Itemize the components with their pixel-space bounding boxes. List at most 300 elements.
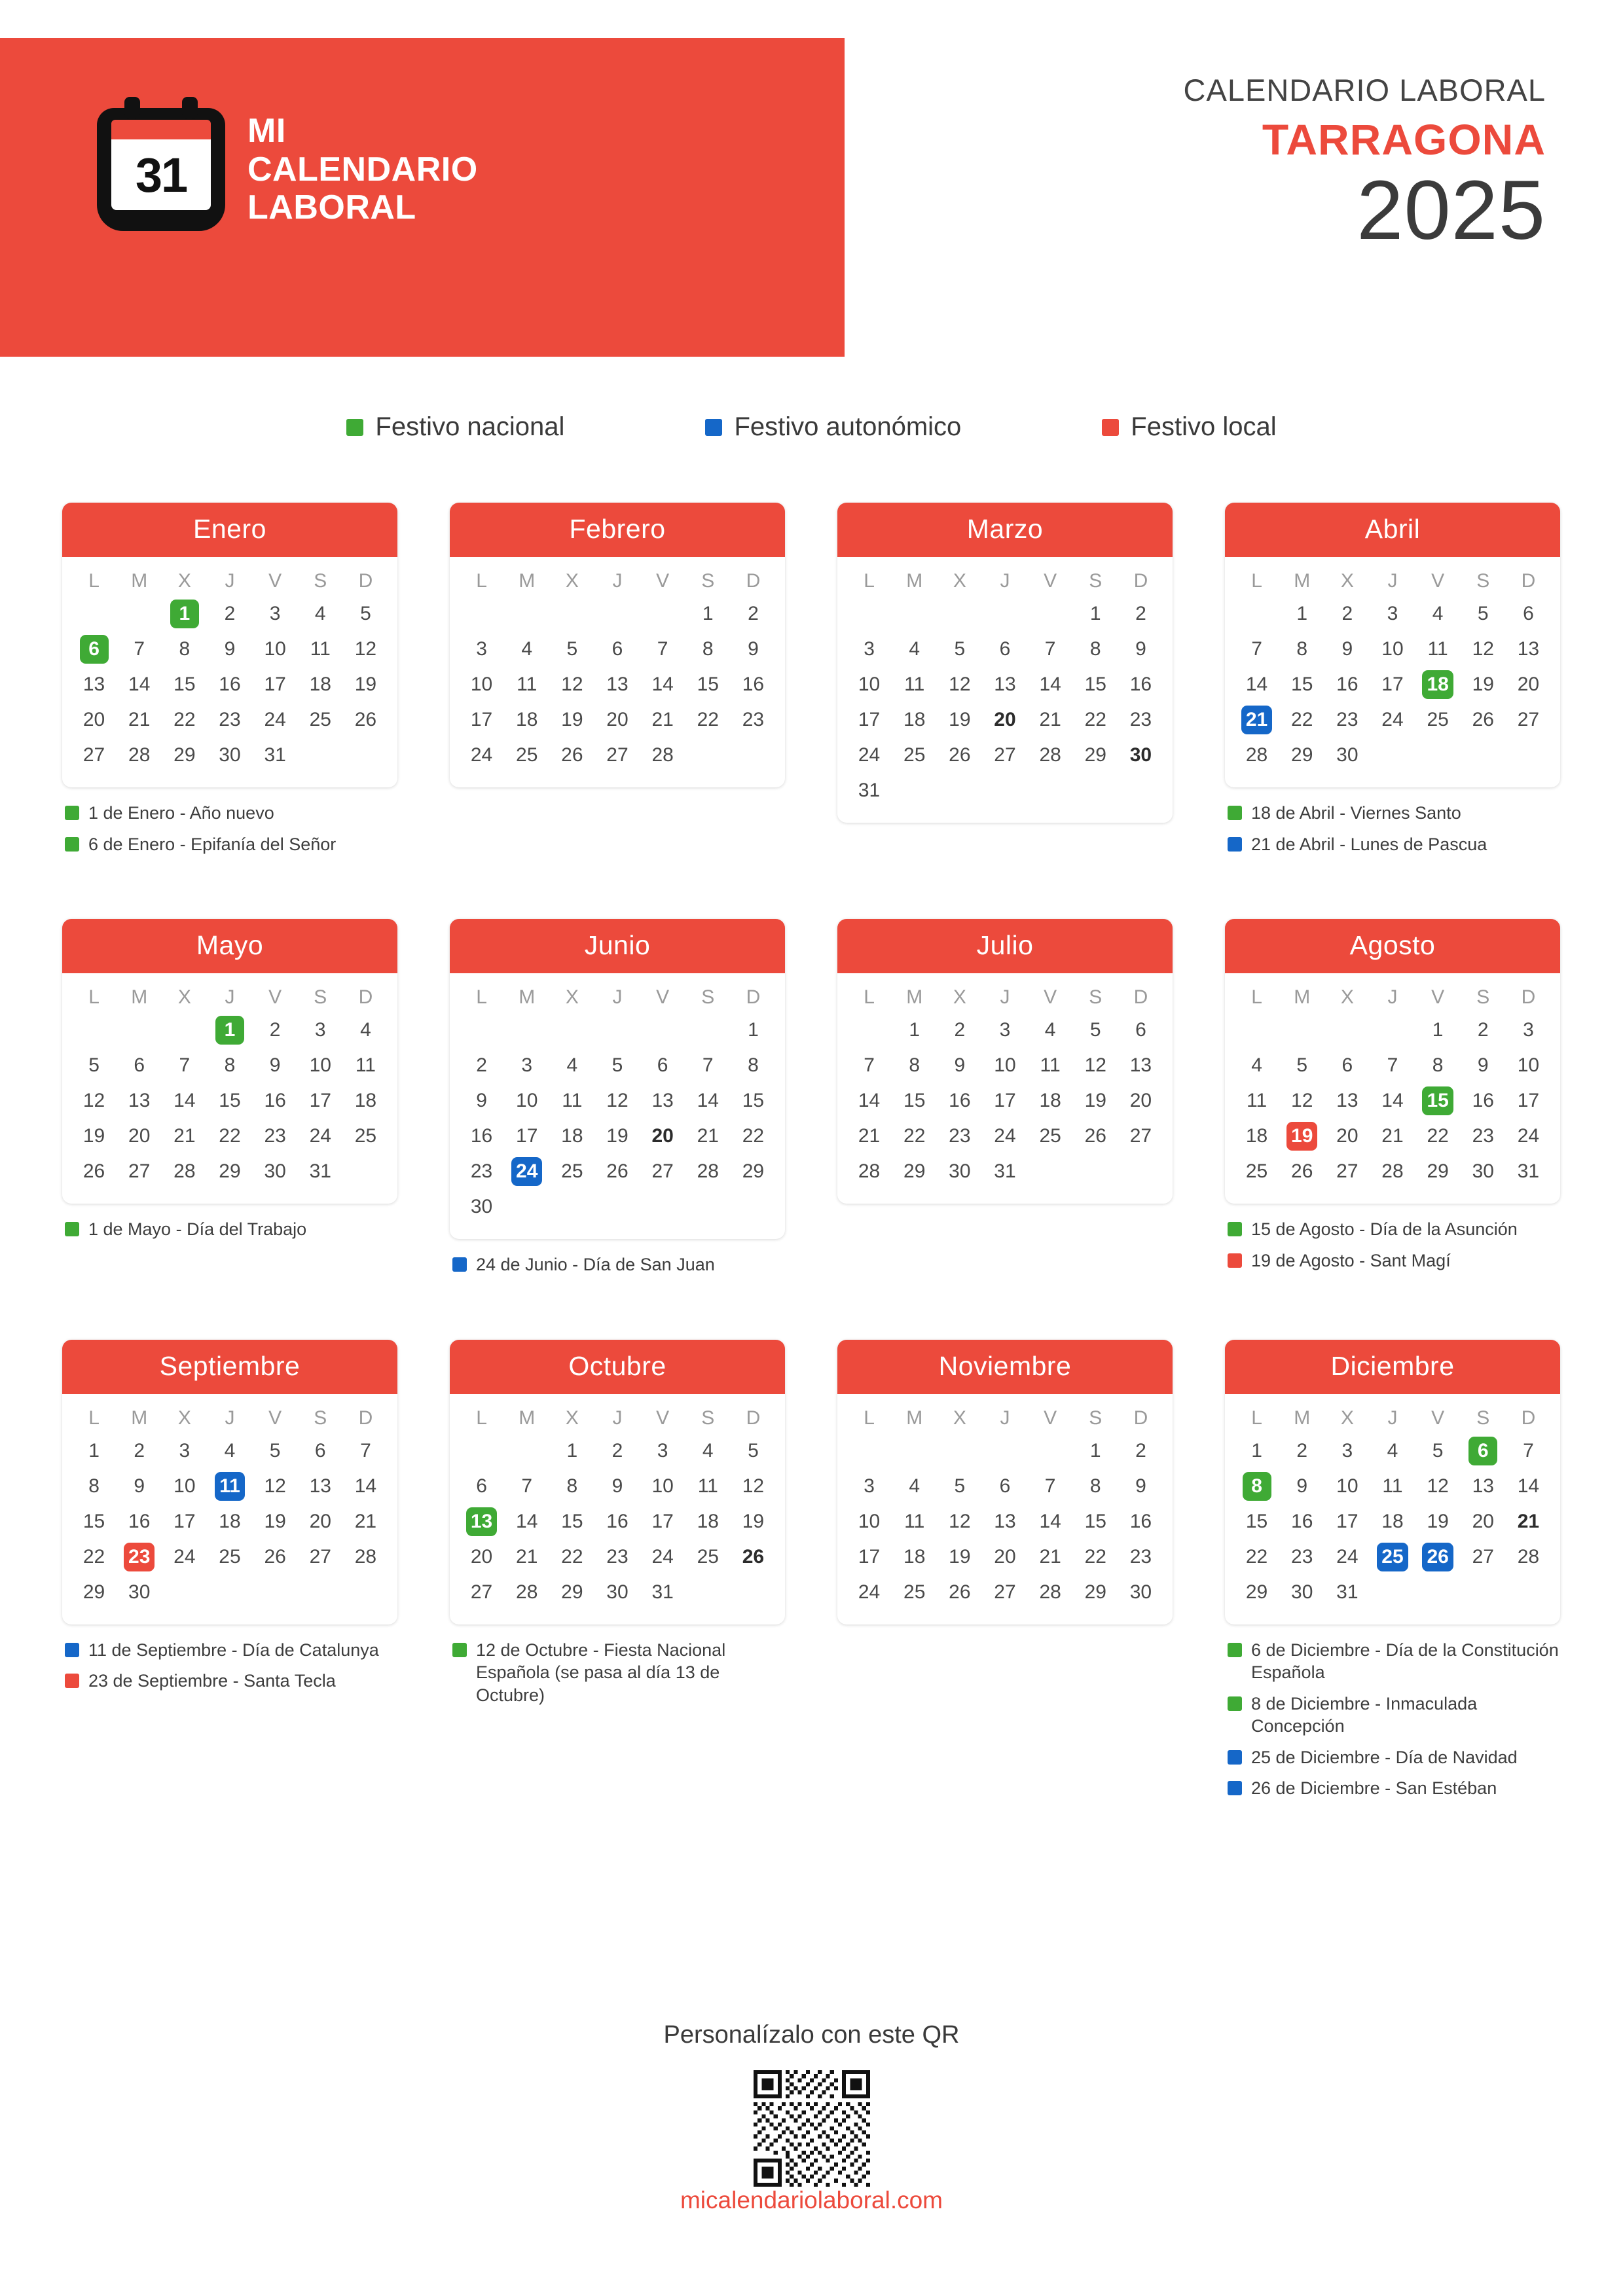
day-empty	[937, 1433, 982, 1469]
day-15: 15	[1291, 673, 1313, 695]
month-card-padding	[62, 773, 397, 787]
note-text: 1 de Enero - Año nuevo	[88, 803, 274, 823]
week-row	[62, 1048, 397, 1083]
month-title: Mayo	[62, 919, 397, 973]
month-title: Abril	[1225, 503, 1560, 557]
day-28: 28	[697, 1160, 719, 1183]
month-agosto	[1225, 919, 1560, 1285]
day-15: 15	[82, 1510, 105, 1532]
day-24: 24	[1381, 709, 1404, 730]
weekday-label: S	[314, 986, 327, 1009]
day-empty	[640, 596, 685, 632]
day-6: 6	[1341, 1054, 1353, 1077]
day-20: 20	[128, 1125, 151, 1147]
day-22: 22	[1427, 1125, 1449, 1147]
weekday-label: D	[1133, 1407, 1148, 1429]
day-7: 7	[521, 1475, 533, 1497]
day-13: 13	[1129, 1054, 1152, 1077]
day-29: 29	[1084, 744, 1106, 766]
month-title: Diciembre	[1225, 1340, 1560, 1394]
day-19: 19	[1427, 1510, 1449, 1532]
note-text: 19 de Agosto - Sant Magí	[1251, 1250, 1451, 1270]
note-text: 18 de Abril - Viernes Santo	[1251, 803, 1461, 823]
week-row	[450, 1083, 785, 1119]
week-row	[450, 1189, 785, 1225]
day-6: 6	[657, 1054, 668, 1077]
day-empty	[504, 1433, 549, 1469]
day-16: 16	[1129, 673, 1152, 695]
weekday-header-row	[62, 1403, 397, 1433]
month-card-padding	[62, 1189, 397, 1204]
day-21: 21	[128, 709, 151, 730]
page-header	[0, 0, 1623, 357]
calendar-icon-ring-right	[182, 97, 198, 119]
day-empty	[640, 1189, 685, 1225]
weekday-label: L	[1251, 986, 1262, 1009]
holiday-badge: 11	[215, 1472, 245, 1501]
day-10: 10	[858, 1510, 881, 1532]
week-row	[450, 1539, 785, 1575]
month-enero	[62, 503, 397, 864]
weekday-header-row	[1225, 982, 1560, 1013]
day-empty	[685, 738, 731, 773]
day-16: 16	[264, 1090, 286, 1112]
month-card	[62, 503, 397, 787]
note-swatch-icon	[1228, 837, 1242, 852]
weekday-header-row	[450, 1403, 785, 1433]
day-31: 31	[1336, 1581, 1359, 1603]
month-notes	[450, 1639, 785, 1707]
day-7: 7	[1387, 1054, 1398, 1077]
week-row	[1225, 738, 1560, 773]
day-15: 15	[1084, 1510, 1106, 1532]
day-empty	[1028, 1154, 1073, 1189]
month-febrero	[450, 503, 785, 864]
week-row	[450, 1433, 785, 1469]
day-22: 22	[173, 709, 196, 730]
weekday-label: J	[612, 986, 623, 1009]
day-23: 23	[1129, 709, 1152, 730]
day-19: 19	[1472, 673, 1494, 695]
day-empty	[1234, 1013, 1279, 1048]
qr-code	[754, 2070, 870, 2187]
day-27: 27	[309, 1545, 331, 1568]
week-row	[837, 773, 1173, 808]
weekday-label: X	[953, 1407, 966, 1429]
weekday-label: X	[565, 570, 579, 592]
week-row	[1225, 702, 1560, 738]
day-23: 23	[1129, 1545, 1152, 1568]
day-22: 22	[561, 1545, 583, 1568]
note-text: 15 de Agosto - Día de la Asunción	[1251, 1219, 1518, 1240]
day-12: 12	[742, 1475, 765, 1497]
day-14: 14	[858, 1090, 881, 1112]
day-26: 26	[1084, 1125, 1106, 1147]
day-13: 13	[606, 673, 629, 695]
weekday-label: D	[358, 570, 373, 592]
day-21: 21	[1039, 709, 1061, 730]
day-28: 28	[1039, 1581, 1061, 1603]
day-empty	[1461, 738, 1506, 773]
week-row	[62, 1539, 397, 1575]
weekday-label: X	[953, 570, 966, 592]
day-30: 30	[264, 1160, 286, 1183]
month-notes	[62, 1639, 397, 1693]
day-1: 1	[1089, 1439, 1101, 1462]
weekday-label: X	[953, 986, 966, 1009]
document-year: 2025	[1357, 164, 1546, 257]
day-1: 1	[1432, 1019, 1444, 1041]
day-28: 28	[1245, 744, 1268, 766]
day-21: 21	[1517, 1510, 1540, 1532]
day-26: 26	[82, 1160, 105, 1183]
day-11: 11	[904, 1510, 925, 1532]
day-empty	[504, 596, 549, 632]
qr-code-image	[754, 2070, 870, 2187]
day-4: 4	[360, 1019, 371, 1041]
day-18: 18	[354, 1090, 377, 1112]
day-19: 19	[561, 709, 583, 730]
day-11: 11	[904, 673, 925, 695]
website-link[interactable]: micalendariolaboral.com	[680, 2187, 943, 2214]
day-13: 13	[1472, 1475, 1494, 1497]
day-13: 13	[1336, 1090, 1359, 1112]
day-23: 23	[949, 1125, 971, 1147]
day-4: 4	[1044, 1019, 1056, 1041]
day-30: 30	[1129, 744, 1152, 766]
week-row	[1225, 1469, 1560, 1504]
weekday-label: V	[1431, 570, 1445, 592]
day-20: 20	[606, 709, 629, 730]
week-row	[62, 1575, 397, 1610]
day-7: 7	[702, 1054, 714, 1077]
day-8: 8	[1296, 638, 1308, 660]
day-11: 11	[355, 1054, 376, 1077]
month-title: Febrero	[450, 503, 785, 557]
day-empty	[1028, 773, 1073, 808]
day-4: 4	[224, 1439, 236, 1462]
day-28: 28	[1381, 1160, 1404, 1183]
day-13: 13	[128, 1090, 151, 1112]
day-6: 6	[999, 1475, 1011, 1497]
day-empty	[1415, 1575, 1461, 1610]
note-text: 6 de Enero - Epifanía del Señor	[88, 834, 337, 854]
day-8: 8	[1089, 638, 1101, 660]
weekday-label: V	[1431, 1407, 1445, 1429]
month-card	[1225, 503, 1560, 787]
day-empty	[549, 1013, 594, 1048]
day-3: 3	[179, 1439, 191, 1462]
day-21: 21	[1039, 1545, 1061, 1568]
day-empty	[937, 773, 982, 808]
month-abril	[1225, 503, 1560, 864]
month-card-padding	[1225, 1189, 1560, 1204]
month-mayo	[62, 919, 397, 1285]
day-20: 20	[82, 709, 105, 730]
day-6: 6	[1523, 603, 1534, 624]
day-22: 22	[1084, 709, 1106, 730]
day-7: 7	[134, 638, 145, 660]
day-10: 10	[1517, 1054, 1540, 1077]
day-5: 5	[954, 638, 966, 660]
weekday-label: S	[1089, 986, 1103, 1009]
day-20: 20	[1129, 1090, 1152, 1112]
month-card	[450, 503, 785, 787]
month-title: Marzo	[837, 503, 1173, 557]
day-empty	[1073, 1154, 1118, 1189]
weekday-label: M	[131, 1407, 148, 1429]
week-row	[450, 667, 785, 702]
day-9: 9	[954, 1054, 966, 1077]
day-27: 27	[82, 744, 105, 766]
week-row	[62, 1119, 397, 1154]
weekday-label: V	[656, 986, 670, 1009]
day-31: 31	[1517, 1160, 1540, 1183]
day-10: 10	[264, 638, 286, 660]
day-21: 21	[354, 1510, 377, 1532]
day-10: 10	[1336, 1475, 1359, 1497]
weekday-label: D	[746, 570, 761, 592]
holiday-badge: 19	[1286, 1122, 1317, 1151]
day-6: 6	[611, 638, 623, 660]
month-card-padding	[837, 1610, 1173, 1624]
weekday-header-row	[837, 1403, 1173, 1433]
weekday-label: X	[1340, 570, 1354, 592]
week-row	[450, 1048, 785, 1083]
holiday-day-13	[459, 1504, 504, 1539]
month-card-padding	[837, 1189, 1173, 1204]
holiday-note	[1228, 1249, 1560, 1272]
day-9: 9	[1477, 1054, 1489, 1077]
note-text: 6 de Diciembre - Día de la Constitución Española	[1251, 1640, 1559, 1683]
day-empty	[1506, 1575, 1551, 1610]
day-10: 10	[470, 673, 493, 695]
holiday-day-24	[504, 1154, 549, 1189]
month-card-padding	[450, 1610, 785, 1624]
day-5: 5	[1296, 1054, 1308, 1077]
day-empty	[117, 596, 162, 632]
month-septiembre	[62, 1340, 397, 1808]
holiday-note	[452, 1639, 785, 1707]
day-30: 30	[1129, 1581, 1152, 1603]
weekday-label: S	[314, 1407, 327, 1429]
day-empty	[1506, 738, 1551, 773]
holiday-day-6	[71, 632, 117, 667]
week-row	[837, 738, 1173, 773]
holiday-badge: 6	[80, 635, 109, 664]
weekday-label: J	[1387, 570, 1398, 592]
note-swatch-icon	[65, 1222, 79, 1236]
day-28: 28	[516, 1581, 538, 1603]
day-15: 15	[1245, 1510, 1268, 1532]
day-19: 19	[354, 673, 377, 695]
day-10: 10	[1381, 638, 1404, 660]
day-19: 19	[606, 1125, 629, 1147]
day-empty	[731, 1189, 776, 1225]
weekday-label: X	[177, 986, 191, 1009]
day-26: 26	[1291, 1160, 1313, 1183]
note-swatch-icon	[452, 1643, 467, 1657]
day-empty	[459, 1013, 504, 1048]
day-25: 25	[219, 1545, 241, 1568]
day-8: 8	[179, 638, 191, 660]
day-24: 24	[858, 1581, 881, 1603]
weekday-label: V	[656, 1407, 670, 1429]
week-row	[62, 667, 397, 702]
day-31: 31	[651, 1581, 674, 1603]
note-swatch-icon	[1228, 1696, 1242, 1711]
week-row	[837, 1433, 1173, 1469]
day-31: 31	[264, 744, 286, 766]
weekday-label: S	[701, 570, 715, 592]
day-31: 31	[994, 1160, 1016, 1183]
weekday-label: S	[701, 1407, 715, 1429]
weekday-header-row	[1225, 566, 1560, 596]
day-empty	[892, 773, 937, 808]
day-2: 2	[954, 1019, 966, 1041]
day-23: 23	[1336, 709, 1359, 730]
day-31: 31	[858, 780, 881, 801]
day-29: 29	[1427, 1160, 1449, 1183]
day-empty	[343, 1154, 388, 1189]
month-title: Octubre	[450, 1340, 785, 1394]
day-9: 9	[269, 1054, 281, 1077]
holiday-day-26	[1415, 1539, 1461, 1575]
holiday-day-8	[1234, 1469, 1279, 1504]
day-29: 29	[219, 1160, 241, 1183]
holiday-note	[1228, 833, 1560, 856]
week-row	[1225, 632, 1560, 667]
note-text: 26 de Diciembre - San Estéban	[1251, 1778, 1497, 1799]
legend-label: Festivo local	[1131, 412, 1277, 441]
holiday-note	[1228, 1746, 1560, 1769]
brand-logo	[97, 108, 478, 231]
day-2: 2	[134, 1439, 145, 1462]
day-8: 8	[224, 1054, 236, 1077]
weekday-label: M	[519, 1407, 536, 1429]
month-card-padding	[62, 1610, 397, 1624]
day-4: 4	[521, 638, 533, 660]
day-17: 17	[858, 709, 881, 730]
day-5: 5	[360, 603, 371, 624]
holiday-note	[452, 1253, 785, 1276]
day-empty	[1461, 1575, 1506, 1610]
day-24: 24	[858, 744, 881, 766]
weekday-label: J	[1000, 1407, 1010, 1429]
day-1: 1	[1296, 603, 1308, 624]
day-24: 24	[1517, 1125, 1540, 1147]
day-17: 17	[1336, 1510, 1359, 1532]
day-empty	[1118, 773, 1163, 808]
day-19: 19	[82, 1125, 105, 1147]
day-9: 9	[748, 638, 759, 660]
day-14: 14	[1517, 1475, 1540, 1497]
week-row	[62, 702, 397, 738]
legend-label: Festivo autonómico	[734, 412, 962, 441]
day-5: 5	[566, 638, 578, 660]
day-23: 23	[264, 1125, 286, 1147]
day-23: 23	[1291, 1545, 1313, 1568]
weekday-label: D	[746, 986, 761, 1009]
day-1: 1	[1089, 603, 1101, 624]
weekday-label: D	[1521, 570, 1536, 592]
day-8: 8	[909, 1054, 921, 1077]
day-15: 15	[742, 1090, 765, 1112]
week-row	[1225, 596, 1560, 632]
day-25: 25	[1245, 1160, 1268, 1183]
weekday-label: L	[1251, 1407, 1262, 1429]
month-card	[62, 1340, 397, 1624]
day-5: 5	[954, 1475, 966, 1497]
weekday-label: M	[519, 570, 536, 592]
day-2: 2	[476, 1054, 487, 1077]
day-2: 2	[1296, 1439, 1308, 1462]
week-row	[1225, 1575, 1560, 1610]
day-16: 16	[606, 1510, 629, 1532]
day-25: 25	[561, 1160, 583, 1183]
weekday-label: L	[88, 1407, 100, 1429]
day-12: 12	[82, 1090, 105, 1112]
day-2: 2	[1135, 1439, 1146, 1462]
month-card-padding	[450, 773, 785, 787]
day-30: 30	[1472, 1160, 1494, 1183]
day-22: 22	[903, 1125, 926, 1147]
weekday-label: L	[476, 570, 487, 592]
day-20: 20	[651, 1125, 674, 1147]
calendar-icon-ring-left	[124, 97, 140, 119]
day-8: 8	[1432, 1054, 1444, 1077]
month-julio	[837, 919, 1173, 1285]
day-16: 16	[1472, 1090, 1494, 1112]
title-block	[1184, 72, 1546, 255]
weekday-label: S	[314, 570, 327, 592]
day-11: 11	[1040, 1054, 1061, 1077]
week-row	[450, 632, 785, 667]
month-card	[837, 1340, 1173, 1624]
day-1: 1	[88, 1439, 100, 1462]
weekday-label: L	[864, 570, 875, 592]
note-swatch-icon	[1228, 1750, 1242, 1765]
day-2: 2	[611, 1439, 623, 1462]
note-swatch-icon	[65, 1643, 79, 1657]
day-3: 3	[1523, 1019, 1534, 1041]
day-10: 10	[309, 1054, 331, 1077]
weekday-label: L	[864, 1407, 875, 1429]
day-18: 18	[309, 673, 331, 695]
day-16: 16	[1129, 1510, 1152, 1532]
holiday-badge: 26	[1422, 1543, 1453, 1571]
day-18: 18	[903, 709, 926, 730]
day-empty	[343, 1575, 388, 1610]
weekday-label: J	[1387, 1407, 1398, 1429]
day-29: 29	[1084, 1581, 1106, 1603]
weekday-label: X	[565, 986, 579, 1009]
day-9: 9	[224, 638, 236, 660]
day-2: 2	[224, 603, 236, 624]
brand-line-3: LABORAL	[247, 188, 416, 227]
day-5: 5	[1477, 603, 1489, 624]
day-empty	[1028, 1433, 1073, 1469]
day-7: 7	[360, 1439, 371, 1462]
day-26: 26	[561, 744, 583, 766]
note-swatch-icon	[1228, 1643, 1242, 1657]
day-12: 12	[606, 1090, 629, 1112]
day-8: 8	[566, 1475, 578, 1497]
day-empty	[685, 1013, 731, 1048]
week-row	[837, 667, 1173, 702]
week-row	[62, 1504, 397, 1539]
calendar-icon-header	[111, 120, 211, 139]
